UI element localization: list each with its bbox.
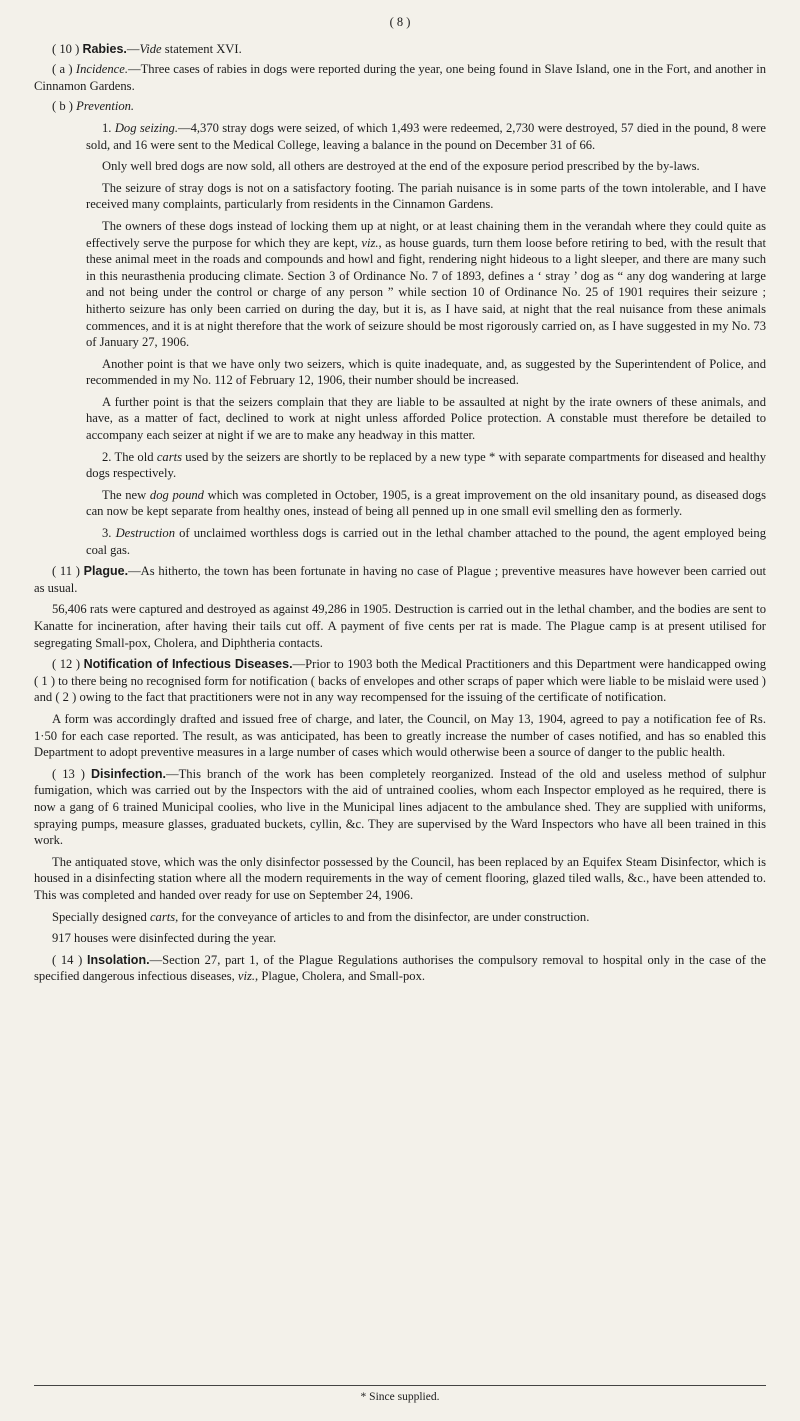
section-title: Rabies. — [82, 41, 127, 56]
section-12: ( 12 ) Notification of Infectious Diseases.—Prior to 1903 both the Medical Practitioners and this Department were handicapped owing ( 1 ) to there being no recognised form for notification ( backs of envelopes and other scraps of paper which were liable to be mislaid were used ) and ( 2 ) owing to the fact that practitioners were not in any way recompensed for the issuing of the certificate of notification. — [34, 657, 767, 705]
dog-pound-paragraph: The new dog pound which was completed in October, 1905, is a great improvement on the old insanitary pound, as diseased dogs can now be kept separate from healthy ones, instead of being all penned up in one small evil smelling den as formerly. — [86, 487, 766, 519]
section-title: Disinfection. — [90, 766, 166, 781]
page-number: ( 8 ) — [389, 15, 411, 29]
paragraph: A further point is that the seizers complain that they are liable to be assaulted at night by the irate owners of these animals, and have, as a matter of fact, declined to work at night unless afforded Police protection. A constable must therefore be detailed to accompany each seizer at night if we are to make any headway in this matter. — [86, 394, 766, 443]
subheading-incidence: Incidence. — [75, 62, 128, 77]
paragraph: The seizure of stray dogs is not on a satisfactory footing. The pariah nuisance is in some parts of the town intolerable, and I have received many complaints, particularly from residents in the Cinnamon Gardens. — [86, 180, 766, 212]
carts-paragraph: 2. The old carts used by the seizers are shortly to be replaced by a new type * with separate compartments for diseased and healthy dogs respectively. — [86, 449, 767, 481]
footnote: * Since supplied. — [360, 1391, 440, 1403]
section-number: ( 12 ) — [52, 657, 81, 672]
section-number: ( 13 ) — [52, 766, 85, 781]
section-title: Notification of Infectious Diseases. — [83, 657, 293, 672]
section-13: ( 13 ) Disinfection.—This branch of the work has been completely reorganized. Instead of the old and useless method of sulphur fumigation, which was carried out by the Inspectors with the aid of untrained coolies, whom each Inspector employed as he required, there is now a gang of 6 trained Municipal coolies, who live in the Municipal lines adjacent to the ambulance shed. They are supplied with uniforms, spraying pumps, measure glasses, graduated buckets, cyllin, &c. They are supervised by the Ward Inspectors who have all been trained in this work. — [34, 766, 767, 848]
destruction-paragraph: 3. Destruction of unclaimed worthless dogs is carried out in the lethal chamber attached to the pound, the agent employed being coal gas. — [86, 526, 766, 557]
section-title: Insolation. — [87, 952, 150, 967]
section-14: ( 14 ) Insolation.—Section 27, part 1, of the Plague Regulations authorises the compulsory removal to hospital only in the case of the specified dangerous infectious diseases, viz., Plague, Cholera, and Small-pox. — [34, 952, 766, 984]
paragraph: The owners of these dogs instead of locking them up at night, or at least chaining them in the verandah where they could quite as effectively serve the purpose for which they are kept, viz., as house guards, turn them loose before retiring to bed, with the result that these animal meet in the roads and compounds and howl and fight, rendering night hideous to a light sleeper, and there are many such in this neurasthenia producing climate. Section 3 of Ordinance No. 7 of 1893, defines a ‘ stray ’ dog as “ any dog wandering at large and not being under the control or charge of any person ” while section 10 of Ordinance No. 25 of 1901 requires their seizure ; hitherto seizure has only been carried on during the day, but it is, as I have said, at night that the real nuisance from these animals commences, and it is at night therefore that the work of seizure should be most rigorously carried on, as I have suggested in my No. 73 of January 27, 1906. — [86, 218, 766, 350]
section-11: ( 11 ) Plague.—As hitherto, the town has been fortunate in having no case of Plague ; preventive measures have however been carried out as usual. — [34, 564, 766, 595]
dog-seizing-paragraph: 1. Dog seizing.—4,370 stray dogs were seized, of which 1,493 were redeemed, 2,730 were destroyed, 57 died in the pound, 8 were sold, and 16 were sent to the Medical College, leaving a balance in the pound on December 31 of 66. — [86, 120, 766, 152]
paragraph: 917 houses were disinfected during the year. — [52, 931, 277, 946]
paragraph: Another point is that we have only two seizers, which is quite inadequate, and, as suggested by the Superintendent of Police, and recommended in my No. 112 of February 12, 1906, their number should be increased. — [86, 356, 766, 388]
statement-reference: statement XVI. — [161, 41, 242, 56]
paragraph: Specially designed carts, for the conveyance of articles to and from the disinfector, are under construction. — [52, 909, 590, 924]
paragraph: 56,406 rats were captured and destroyed as against 49,286 in 1905. Destruction is carried out in the lethal chamber, and the bodies are sent to Kanatte for incineration, after having their tails cut off. A payment of five cents per rat is made. The Plague camp is at present utilised for segregating Small-pox, Cholera, and Diphtheria contacts. — [34, 602, 766, 650]
paragraph: The antiquated stove, which was the only disinfector possessed by the Council, has been replaced by an Equifex Steam Disinfector, which is housed in a disinfecting station where all the modern requirements in the way of cement flooring, glazed tiled walls, &c., have been attended to. This was completed and handed over ready for use on September 24, 1906. — [34, 854, 766, 902]
section-number: ( 14 ) — [52, 952, 83, 967]
section-title: Plague. — [83, 564, 129, 579]
subheading-prevention: Prevention. — [76, 99, 135, 114]
vide-text: Vide — [139, 41, 162, 56]
prevention-heading: ( b ) Prevention. — [52, 99, 135, 114]
incidence-paragraph: ( a ) Incidence.—Three cases of rabies in dogs were reported during the year, one being found in Slave Island, one in the Fort, and another in Cinnamon Gardens. — [34, 62, 767, 93]
section-10-heading: ( 10 ) Rabies.—Vide statement XVI. — [52, 41, 242, 56]
section-number: ( 11 ) — [52, 564, 80, 579]
dog-seizing-title: Dog seizing. — [114, 120, 178, 135]
paragraph: A form was accordingly drafted and issued free of charge, and later, the Council, on May 13, 1904, agreed to pay a notification fee of Rs. 1·50 for each case reported. The result, as was anticipated, has been to greatly increase the number of cases notified, and has so enabled this Department to adopt preventive measures in a large number of cases which would otherwise been a source of danger to the public health. — [34, 711, 766, 760]
paragraph: Only well bred dogs are now sold, all others are destroyed at the end of the exposure period prescribed by the by-laws. — [102, 159, 700, 174]
section-number: ( 10 ) — [52, 41, 80, 56]
footnote-divider — [34, 1385, 766, 1386]
